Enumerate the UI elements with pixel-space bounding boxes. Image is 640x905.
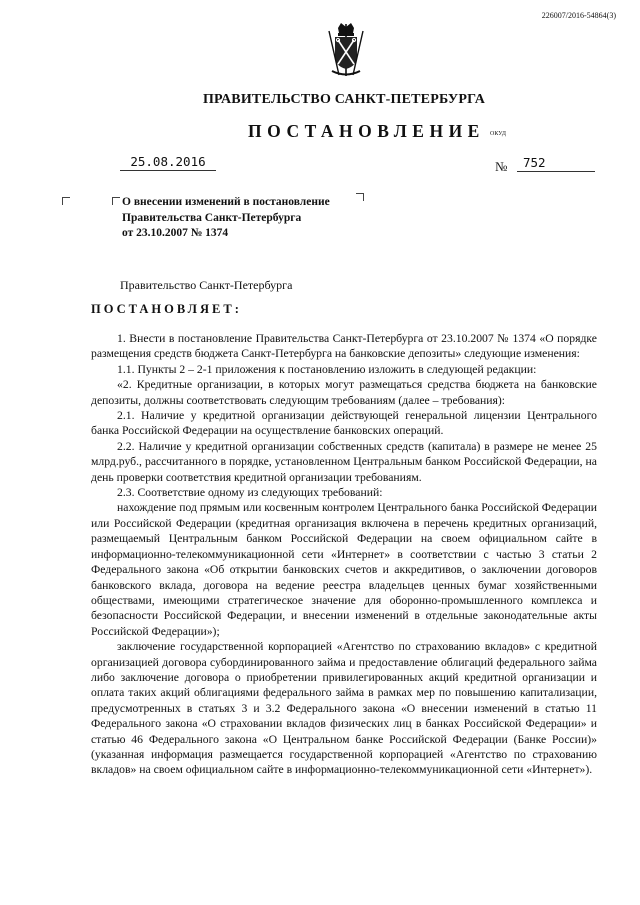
document-type: ПОСТАНОВЛЕНИЕ — [248, 121, 485, 141]
corner-mark-left — [62, 197, 70, 205]
document-subject — [122, 195, 362, 242]
paragraph-agency: заключение государственной корпорацией «Агентство по страхованию вкладов» с кредитной организацией договора субординированного займа и предоставление облигаций федерального займа либо заключение договора о приобретении привилегированных акций кредитной организации и оплата таких акций облигациями федерального займа в рамках мер по повышению капитализации, предусмотренных в статьях 3 и 3.2 Федерального закона «О внесении изменений в статью 11 Федерального закона «О страховании вкладов физических лиц в банках Российской Федерации» и статью 46 Федерального закона «О Центральном банке Российской Федерации (Банке России)» (указанная информация размещается государственной корпорацией «Агентство по страхованию вкладов» на своем официальном сайте в информационно-телекоммуникационной сети «Интернет»). — [91, 640, 597, 777]
document-body — [91, 331, 597, 778]
document-number: 752 — [517, 155, 595, 172]
intro-text: Правительство Санкт-Петербурга — [120, 278, 293, 292]
paragraph-2: «2. Кредитные организации, в которых могут размещаться средства бюджета на банковские депозиты, должны соответствовать следующим требованиям (далее – требования): — [91, 378, 597, 407]
document-date: 25.08.2016 — [120, 154, 216, 171]
paragraph-1-1: 1.1. Пункты 2 – 2-1 приложения к постановлению изложить в следующей редакции: — [117, 362, 537, 376]
subject-line-1: О внесении изменений в постановление — [122, 196, 330, 208]
subject-line-2: Правительства Санкт-Петербурга — [122, 211, 302, 224]
government-title: ПРАВИТЕЛЬСТВО САНКТ-ПЕТЕРБУРГА — [202, 92, 486, 107]
paragraph-1: 1. Внести в постановление Правительства Санкт-Петербурга от 23.10.2007 № 1374 «О порядке размещения средств бюджета Санкт-Петербурга на банковские депозиты» следующие изменения: — [91, 332, 597, 361]
subject-line-3: от 23.10.2007 № 1374 — [122, 227, 229, 239]
paragraph-control: нахождение под прямым или косвенным контролем Центрального банка Российской Федерации или Российской Федерации (кредитная организация включена в перечень кредитных организаций, размещаемый Центральным банком Российской Федерации на своем официальном сайте в информационно-телекоммуникационной сети «Интернет» в соответствии с частью 3 статьи 2 Федерального закона «Об открытии банковских счетов и аккредитивов, о заключении договоров банковского вклада, договора на ведение реестра владельцев ценных бумаг хозяйственными обществами, имеющими стратегическое значение для оборонно-промышленного комплекса и безопасности Российской Федерации, и внесении изменений в отдельные законодательные акты Российской Федерации»); — [91, 501, 597, 638]
corner-mark-subject-left — [112, 197, 120, 205]
paragraph-2-2: 2.2. Наличие у кредитной организации собственных средств (капитала) в размере не менее 25 млрд.руб., рассчитанного в порядке, установленном Центральным банком Российской Федерации, на день проверки соответствия кредитной организации требованиям. — [91, 439, 597, 484]
document-id: 226007/2016-54864(3) — [541, 11, 616, 20]
number-label: № — [495, 159, 508, 174]
coat-of-arms-icon — [326, 22, 366, 78]
paragraph-2-1: 2.1. Наличие у кредитной организации действующей генеральной лицензии Центрального банка Российской Федерации на осуществление банковских операций. — [91, 409, 597, 438]
resolves-heading: ПОСТАНОВЛЯЕТ: — [91, 302, 242, 316]
okud-label: ОКУД — [490, 131, 506, 137]
paragraph-2-3: 2.3. Соответствие одному из следующих требований: — [117, 486, 383, 500]
